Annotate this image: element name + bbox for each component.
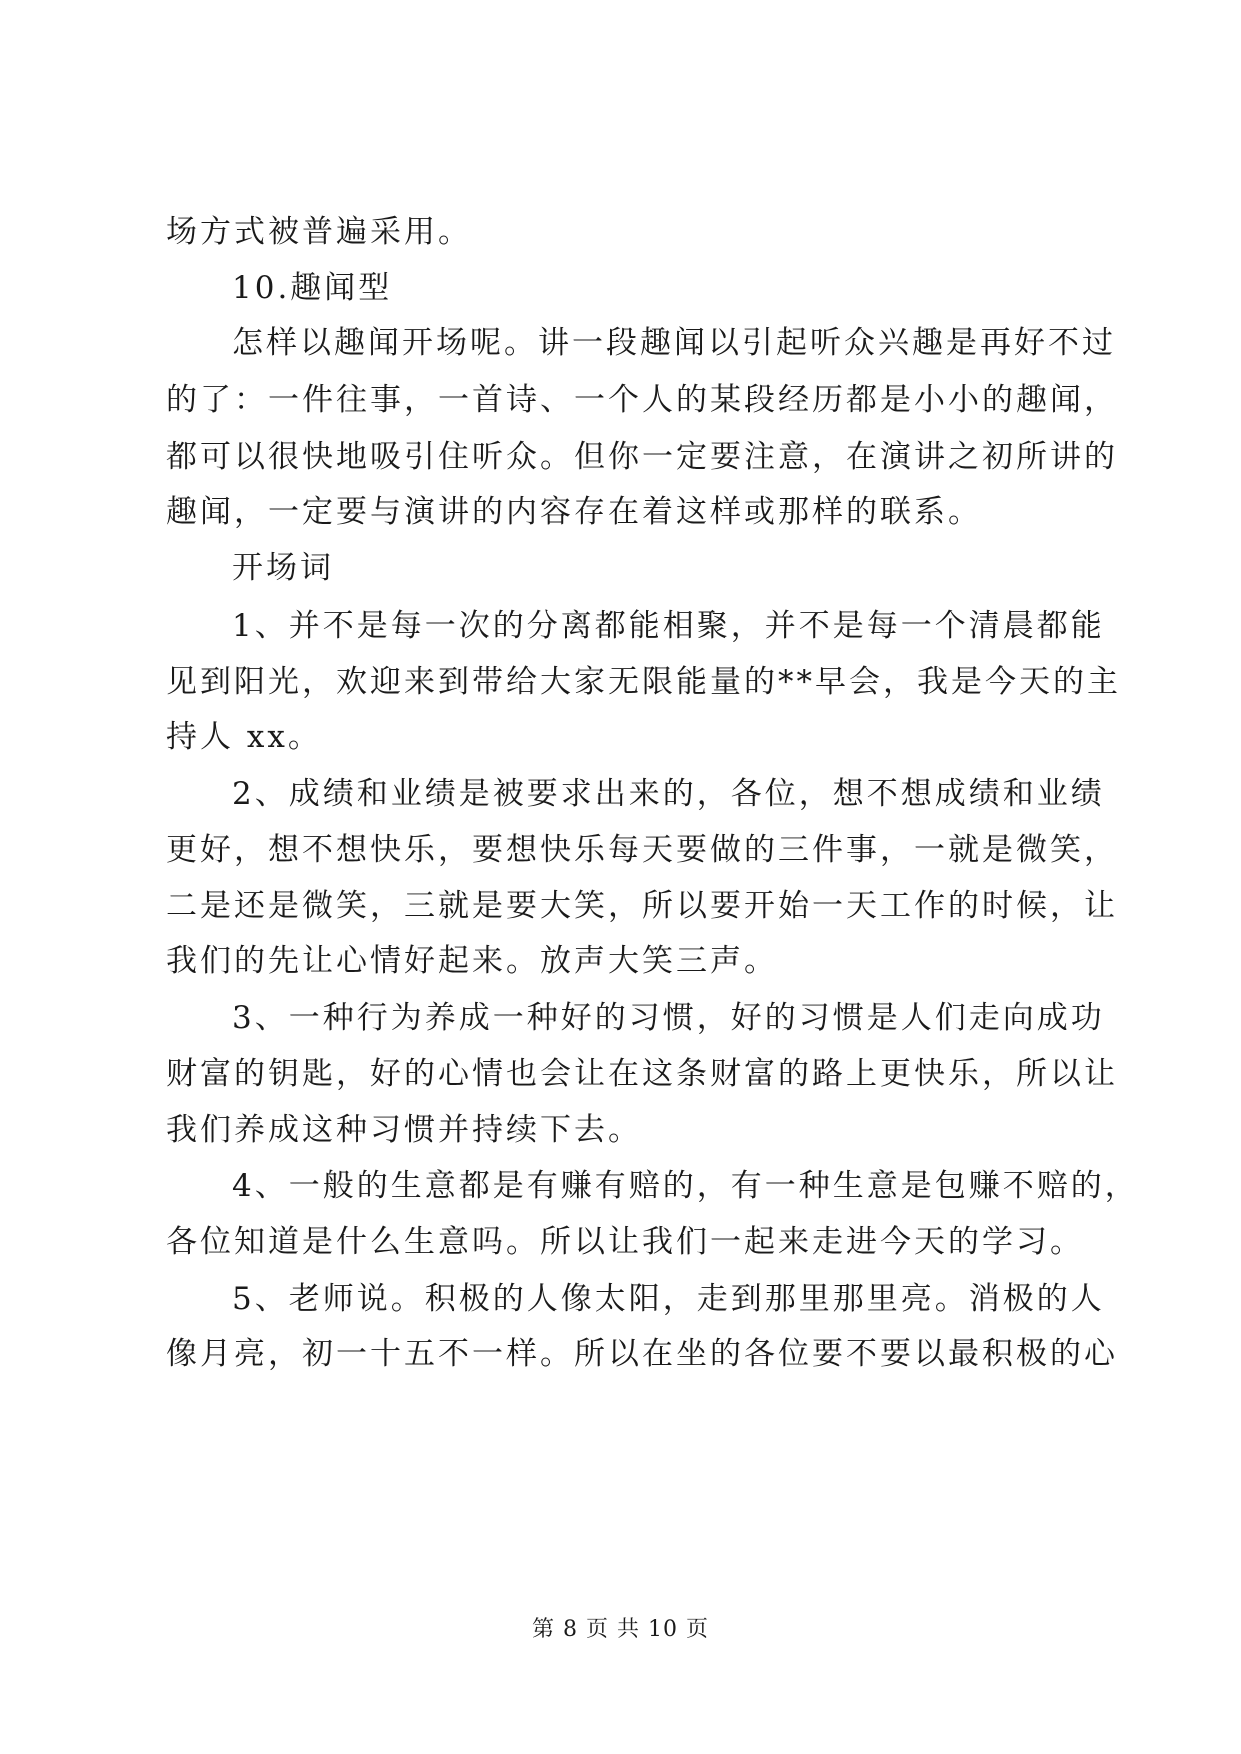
text-line: 怎样以趣闻开场呢。讲一段趣闻以引起听众兴趣是再好不过: [232, 325, 1116, 361]
text-line: 各位知道是什么生意吗。所以让我们一起来走进今天的学习。: [166, 1224, 1084, 1260]
section-heading: 10.趣闻型: [232, 270, 393, 306]
text-line: 3、一种行为养成一种好的习惯，好的习惯是人们走向成功: [232, 1000, 1105, 1036]
text-line: 的了：一件往事，一首诗、一个人的某段经历都是小小的趣闻，: [166, 382, 1118, 418]
text-line: 见到阳光，欢迎来到带给大家无限能量的**早会，我是今天的主: [166, 664, 1121, 700]
text-line: 2、成绩和业绩是被要求出来的，各位，想不想成绩和业绩: [232, 776, 1105, 812]
text-line: 1、并不是每一次的分离都能相聚，并不是每一个清晨都能: [232, 608, 1105, 644]
text-line: 都可以很快地吸引住听众。但你一定要注意，在演讲之初所讲的: [166, 439, 1118, 475]
page-footer: 第 8 页 共 10 页: [532, 1617, 709, 1642]
text-line: 场方式被普遍采用。: [166, 214, 472, 250]
text-line: 持人 xx。: [166, 719, 322, 755]
text-line: 4、一般的生意都是有赚有赔的，有一种生意是包赚不赔的，: [232, 1168, 1139, 1204]
text-line: 5、老师说。积极的人像太阳，走到那里那里亮。消极的人: [232, 1281, 1105, 1317]
text-line: 更好，想不想快乐，要想快乐每天要做的三件事，一就是微笑，: [166, 832, 1118, 868]
text-line: 像月亮，初一十五不一样。所以在坐的各位要不要以最积极的心: [166, 1336, 1118, 1372]
text-line: 我们的先让心情好起来。放声大笑三声。: [166, 943, 778, 979]
text-line: 财富的钥匙，好的心情也会让在这条财富的路上更快乐，所以让: [166, 1056, 1118, 1092]
section-heading: 开场词: [232, 550, 334, 586]
text-line: 二是还是微笑，三就是要大笑，所以要开始一天工作的时候，让: [166, 888, 1118, 924]
text-line: 我们养成这种习惯并持续下去。: [166, 1112, 642, 1148]
text-line: 趣闻，一定要与演讲的内容存在着这样或那样的联系。: [166, 494, 982, 530]
